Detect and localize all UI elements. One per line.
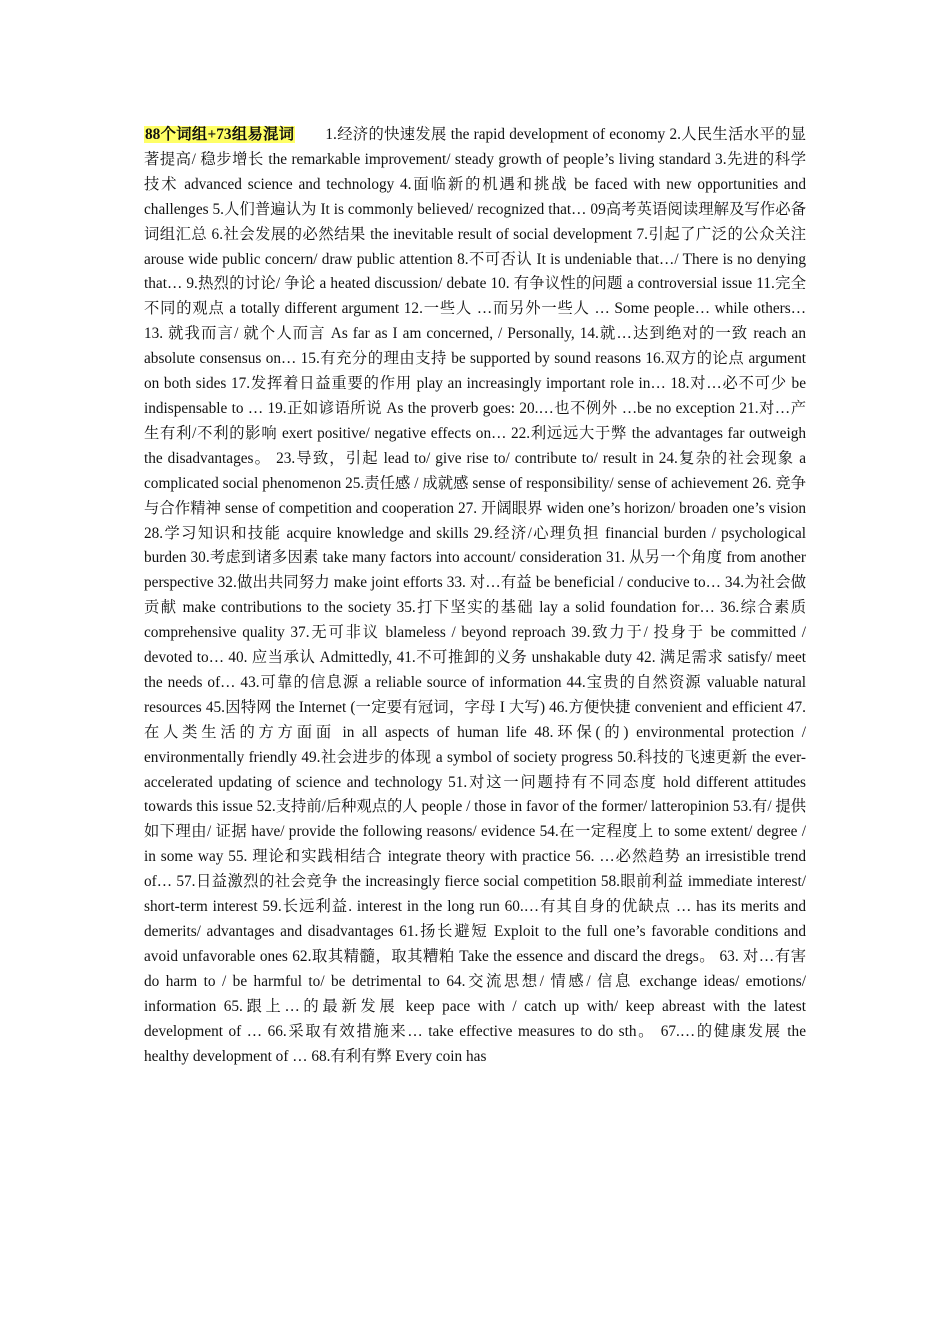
document-title: 88个词组+73组易混词 bbox=[145, 126, 295, 143]
document-body: 1.经济的快速发展 the rapid development of economy 2.人民生活水平的显著提高/ 稳步增长 the remarkable improvement/ steady growth of people’s living standard 3.先进的科学技术 advanced science and technology 4.面临新的机遇和挑战 be faced with new opportunities and challenges 5.人们普遍认为 It is commonly believed/ recognized that… 09高考英语阅读理解及写作必备词组汇总 6.社会发展的必然结果 the inevitable result of social development 7.引起了广泛的公众关注 arouse wide public concern/ draw public attention 8.不可否认 It is undeniable that…/ There is no denying that… 9.热烈的讨论/ 争论 a heated discussion/ debate 10. 有争议性的问题 a controversial issue 11.完全不同的观点 a totally different argument 12.一些人 …而另外一些人 … Some people… while others… 13. 就我而言/ 就个人而言 As far as I am concerned, / Personally, 14.就…达到绝对的一致 reach an absolute consensus on… 15.有充分的理由支持 be supported by sound reasons 16.双方的论点 argument on both sides 17.发挥着日益重要的作用 play an increasingly important role in… 18.对…必不可少 be indispensable to … 19.正如谚语所说 As the proverb goes: 20.…也不例外 …be no exception 21.对…产生有利/不利的影响 exert positive/ negative effects on… 22.利远远大于弊 the advantages far outweigh the disadvantages。 23.导致，引起 lead to/ give rise to/ contribute to/ result in 24.复杂的社会现象 a complicated social phenomenon 25.责任感 / 成就感 sense of responsibility/ sense of achievement 26. 竞争与合作精神 sense of competition and cooperation 27. 开阔眼界 widen one’s horizon/ broaden one’s vision 28.学习知识和技能 acquire knowledge and skills 29.经济/心理负担 financial burden / psychological burden 30.考虑到诸多因素 take many factors into account/ consideration 31. 从另一个角度 from another perspective 32.做出共同努力 make joint efforts 33. 对…有益 be beneficial / conducive to… 34.为社会做贡献 make contributions to the society 35.打下坚实的基础 lay a solid foundation for… 36.综合素质 comprehensive quality 37.无可非议 blameless / beyond reproach 39.致力于/ 投身于 be committed / devoted to… 40. 应当承认 Admittedly, 41.不可推卸的义务 unshakable duty 42. 满足需求 satisfy/ meet the needs of… 43.可靠的信息源 a reliable source of information 44.宝贵的自然资源 valuable natural resources 45.因特网 the Internet (一定要有冠词，字母 I 大写) 46.方便快捷 convenient and efficient 47.在人类生活的方方面面 in all aspects of human life 48.环保(的) environmental protection / environmentally friendly 49.社会进步的体现 a symbol of society progress 50.科技的飞速更新 the ever-accelerated updating of science and technology 51.对这一问题持有不同态度 hold different attitudes towards this issue 52.支持前/后种观点的人 people / those in favor of the former/ latteropinion 53.有/ 提供如下理由/ 证据 have/ provide the following reasons/ evidence 54.在一定程度上 to some extent/ degree / in some way 55. 理论和实践相结合 integrate theory with practice 56. …必然趋势 an irresistible trend of… 57.日益激烈的社会竞争 the increasingly fierce social competition 58.眼前利益 immediate interest/ short-term interest 59.长远利益. interest in the long run 60.…有其自身的优缺点 … has its merits and demerits/ advantages and disadvantages 61.扬长避短 Exploit to the full one’s favorable conditions and avoid unfavorable ones 62.取其精髓，取其糟粕 Take the essence and discard the dregs。 63. 对…有害 do harm to / be harmful to/ be detrimental to 64.交流思想/ 情感/ 信息 exchange ideas/ emotions/ information 65.跟上…的最新发展 keep pace with / catch up with/ keep abreast with the latest development of … 66.采取有效措施来… take effective measures to do sth。 67.…的健康发展 the healthy development of … 68.有利有弊 Every coin has bbox=[144, 126, 806, 1065]
document-page bbox=[144, 123, 806, 1069]
